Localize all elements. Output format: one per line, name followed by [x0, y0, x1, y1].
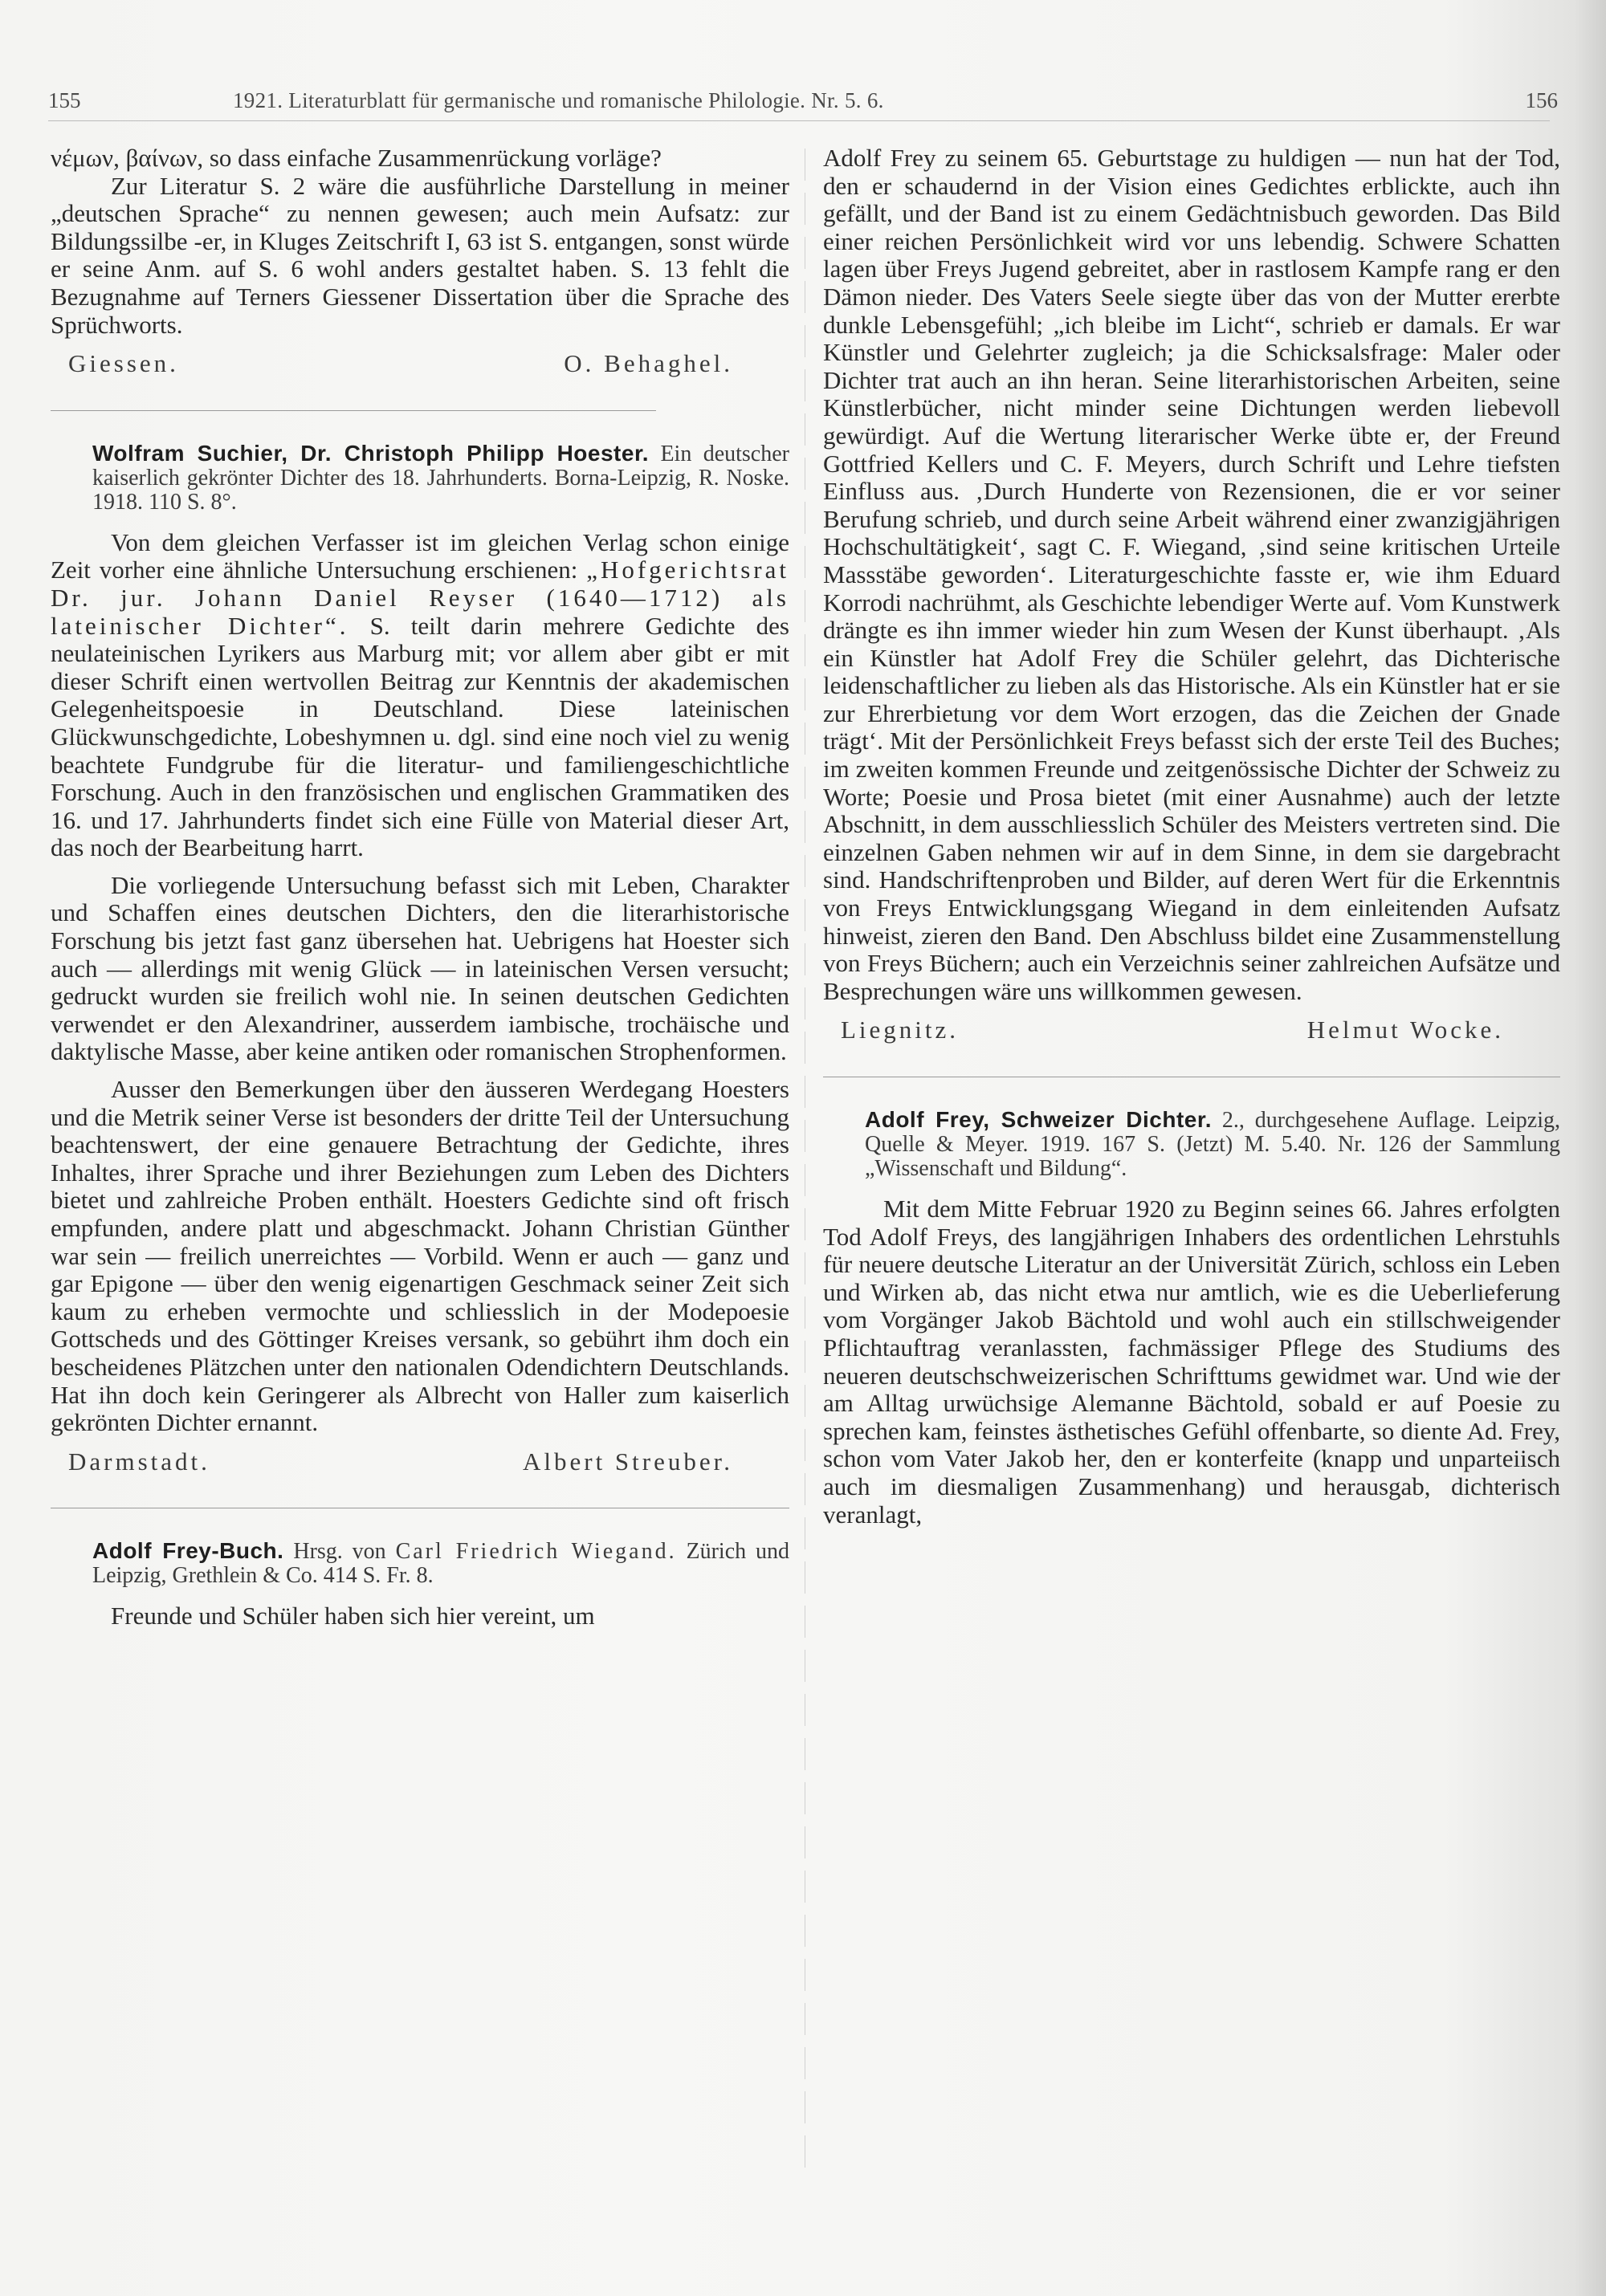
text: Zürich und Leipzig, Grethlein & Co. 414 S. Fr. 8. — [92, 1539, 790, 1589]
review-bibliography: Ein deutscher kaiserlich gekrönter Dichter des 18. Jahrhunderts. Borna-Leipzig, R. Noske. 1918. 110 S. 8°. — [92, 441, 789, 515]
signature-author: O. Behaghel. — [564, 349, 733, 378]
review-title: Wolfram Suchier, Dr. Christoph Philipp Hoester. — [92, 440, 650, 466]
paragraph: Adolf Frey zu seinem 65. Geburtstage zu huldigen — nun hat der Tod, den er schaudernd in der Vision eines Gedichtes erblickte, auch ihn gefällt, und der Band ist zu einem Gedächtnisbuch geworden. Das Bild einer reichen Persönlichkeit wird vor uns lebendig. Schwere Schatten lagen über Freys Jugend gebreitet, aber in rastlosem Kampfe rang er den Dämon nieder. Des Vaters Seele siegte über das von der Mutter ererbte dunkle Lebensgefühl; „ich bleibe im Licht“, schrieb er damals. Er war Künstler und Gelehrter zugleich; ja die Schicksalsfrage: Maler oder Dichter trat auch an ihn heran. Seine literarhistorischen Arbeiten, seine Künstlerbücher, nicht minder seine Dichtungen werden liebevoll gewürdigt. Auf die Wertung literarischer Werke übte er, der Freund Gottfried Kellers und C. F. Meyers, durch Schrift und Lehre tiefsten Einfluss aus. ‚Durch Hunderte von Rezensionen, die er vor seiner Berufung schrieb, und durch seine Arbeit während einer zwanzigjährigen Hochschultätigkeit‘, sagt C. F. Wiegand, ‚sind seine kritischen Urteile Massstäbe geworden‘. Literaturgeschichte fasste er, wie ihm Eduard Korrodi nachrühmt, als Geschichte lebendiger Werte auf. Vom Kunstwerk drängte es ihn immer wieder hin zum Wesen der Kunst überhaupt. ‚Als ein Künstler hat Adolf Frey die Schüler gelehrt, das Dichterische leidenschaftlicher zu lieben als das Historische. Als ein Künstler hat er sie zur Ehrerbietung vor dem Wort erzogen, das die Zeichen der Gnade trägt‘. Mit der Persönlichkeit Freys befasst sich der erste Teil des Buches; im zweiten kommen Freunde und zeitgenössische Dichter der Schweiz zu Worte; Poesie und Prosa bietet (mit einer Ausnahme) auch der letzte Abschnitt, in dem ausschliesslich Schüler des Meisters vertreten sind. Die einzelnen Gaben nehmen wir auf in dem Sinne, in dem sie dargebracht sind. Handschriftenproben und Bilder, auf deren Wert für die Erkenntnis von Freys Entwicklungsgang Wiegand in dem einleitenden Aufsatz hinweist, zieren den Band. Den Abschluss bildet eine Zusammenstellung von Freys Büchern; auch ein Verzeichnis seiner zahlreichen Aufsätze und Besprechungen wäre uns willkommen gewesen. — [823, 144, 1560, 1005]
text: Von dem gleichen Verfasser ist im gleichen Verlag schon einige Zeit vorher eine ähnliche Untersuchung erschienen: — [51, 527, 789, 584]
review-body — [51, 1602, 789, 1630]
journal-title: 1921. Literaturblatt für germanische und romanische Philologie. Nr. 5. 6. — [233, 88, 884, 112]
signature — [823, 1016, 1560, 1044]
review-bibliography: 2., durchgesehene Auflage. Leipzig, Quelle & Meyer. 1919. 167 S. (Jetzt) M. 5.40. Nr. 126 der Sammlung „Wissenschaft und Bildung“. — [865, 1108, 1561, 1181]
left-column — [51, 145, 789, 1630]
review-title: Adolf Frey-Buch. — [92, 1538, 284, 1564]
right-column — [823, 145, 1560, 1529]
review-suchier — [51, 442, 789, 1476]
review-body — [51, 529, 789, 1437]
signature-place: Liegnitz. — [841, 1016, 960, 1044]
signature-author: Helmut Wocke. — [1306, 1016, 1504, 1044]
cited-title: „Hofgerichtsrat Dr. jur. Johann Daniel Reyser (1640—1712) als lateinischer Dichter“. — [51, 556, 789, 640]
running-head — [48, 80, 1558, 120]
review-heading — [823, 1108, 1560, 1181]
signature-place: Darmstadt. — [68, 1447, 210, 1476]
review-frey-buch-continued — [823, 145, 1560, 1044]
review-title: Adolf Frey, Schweizer Dichter. — [865, 1107, 1212, 1132]
paragraph: Mit dem Mitte Februar 1920 zu Beginn seines 66. Jahres erfolgten Tod Adolf Freys, des langjährigen Inhabers des ordentlichen Lehrstuhls für neuere deutsche Literatur an der Universität Zürich, schloss ein Leben und Wirken ab, das nicht etwa nur amtlich, wie es die Ueberlieferung vom Vorgänger Jakob Bächtold und wohl auch ein stillschweigender Pflichtauftrag veranlassten, fachmässiger Pflege des Studiums des neueren deutschschweizerischen Schrifttums gewidmet war. Und wie der am Alltag urwüchsige Alemanne Bächtold, sobald er auf Poesie zu sprechen kam, feinstes ästhetisches Gefühl offenbarte, so diente Ad. Frey, schon vom Vater Jakob her, den er konterfeite (knapp und unparteiisch auch im diesmaligen Zusammenhang) und herausgab, dichterisch veranlagt, — [823, 1195, 1560, 1529]
text: Hrsg. von — [293, 1539, 396, 1565]
review-body — [823, 1195, 1560, 1529]
signature-place: Giessen. — [68, 349, 179, 378]
signature — [51, 1448, 789, 1476]
text: S. teilt darin mehrere Gedichte des neulateinischen Lyrikers aus Marburg mit; vor allem aber gibt er mit dieser Schrift einen wertvollen Beitrag zur Kenntnis der akademischen Gelegenheitspoesie in Deutschland. Diese lateinischen Glückwunschgedichte, Lobeshymnen u. dgl. sind eine noch viel zu wenig beachtete Fundgrube für die literatur- und familiengeschichtliche Forschung. Auch in den französischen und englischen Grammatiken des 16. und 17. Jahrhunderts findet sich eine Fülle von Material dieser Art, das noch der Bearbeitung harrt. — [51, 611, 789, 862]
review-behaghel-end — [51, 145, 789, 378]
review-heading — [51, 1539, 789, 1588]
signature — [51, 350, 789, 378]
editor-name: Carl Friedrich Wiegand. — [395, 1539, 677, 1565]
review-frey-buch — [51, 1539, 789, 1630]
paragraph: Freunde und Schüler haben sich hier vereint, um — [111, 1602, 595, 1630]
paragraph: Zur Literatur S. 2 wäre die ausführliche Darstellung in meiner „deutschen Sprache“ zu nennen gewesen; auch mein Aufsatz: zur Bildungssilbe -er, in Kluges Zeitschrift I, 63 ist S. entgangen, sonst würde er seine Anm. auf S. 6 wohl anders gestaltet haben. S. 13 fehlt die Bezugnahme auf Terners Giessener Dissertation über die Sprache des Sprüchworts. — [51, 171, 789, 339]
header-rule — [48, 120, 1550, 121]
signature-author: Albert Streuber. — [522, 1447, 733, 1476]
page-number-left: 155 — [48, 88, 81, 112]
review-heading — [51, 442, 789, 515]
paragraph: νέμων, βαίνων, so dass einfache Zusammenrückung vorläge? — [51, 144, 662, 172]
review-frey-dichter — [823, 1108, 1560, 1529]
section-rule — [51, 410, 656, 411]
paragraph — [51, 529, 789, 862]
paragraph: Die vorliegende Untersuchung befasst sich mit Leben, Charakter und Schaffen eines deutschen Dichters, den die literarhistorische Forschung bis jetzt fast ganz übersehen hat. Uebrigens hat Hoester sich auch — allerdings mit wenig Glück — in lateinischen Versen versucht; gedruckt wurden sie freilich wohl nie. In seinen deutschen Gedichten verwendet er den Alexandriner, ausserdem iambische, trochäische und daktylische Masse, aber keine antiken oder romanischen Strophenformen. — [51, 870, 789, 1066]
paragraph: Ausser den Bemerkungen über den äusseren Werdegang Hoesters und die Metrik seiner Verse ist besonders der dritte Teil der Untersuchung beachtenswert, der eine genauere Betrachtung der Gedichte, ihres Inhaltes, ihrer Sprache und ihrer Beziehungen zum Leben des Dichters bietet und zahlreiche Proben enthält. Hoesters Gedichte sind oft frisch empfunden, andere platt und abgeschmackt. Johann Christian Günther war sein — freilich unerreichtes — Vorbild. Wenn er auch — ganz und gar Epigone — über den wenig eigenartigen Geschmack seiner Zeit sich kaum zu erheben vermochte und schliesslich in der Modepoesie Gottscheds und des Göttinger Kreises versank, so gebührt ihm doch ein bescheidenes Plätzchen unter den nationalen Odendichtern Deutschlands. Hat ihn doch kein Geringerer als Albrecht von Haller zum kaiserlich gekrönten Dichter ernannt. — [51, 1075, 789, 1437]
page-number-right: 156 — [1525, 88, 1558, 112]
